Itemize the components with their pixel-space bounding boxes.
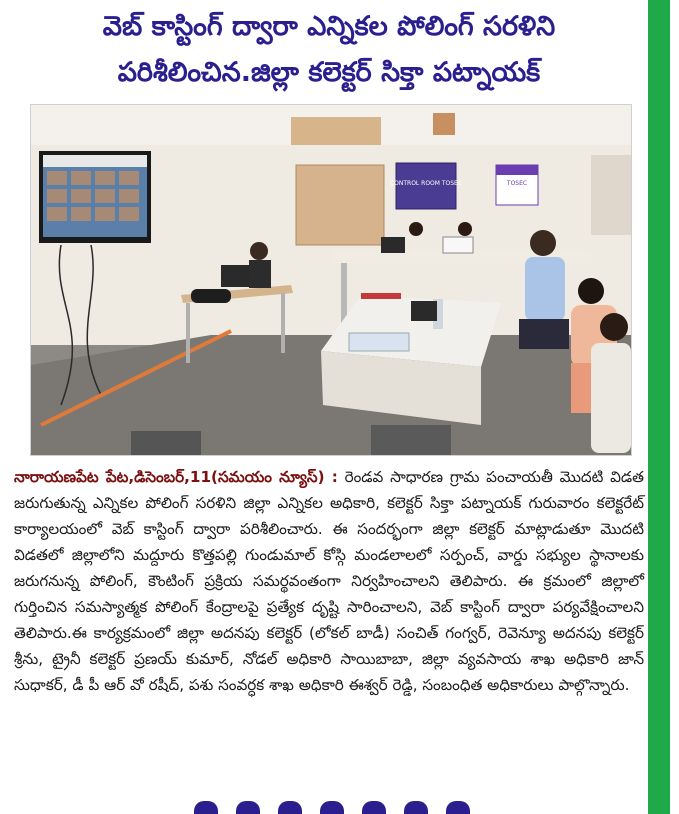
article-text: రెండవ సాధారణ గ్రామ పంచాయతీ మొదటి విడత జరుగుతున్న ఎన్నికల పోలింగ్ సరళిని జిల్లా ఎన్నికల అధికారి, కలెక్టర్ సిక్తా పట్నాయక్ గురువారం కలెక్టరేట్ కార్యాలయంలో వెబ్ కాస్టింగ్ ద్వారా పరిశీలించారు. ఈ సందర్భంగా జిల్లా కలెక్టర్ మాట్లాడుతూ మొదటి విడతలో జిల్లాలోని మద్దూరు కొత్తపల్లి గుండుమాల్ కోస్గి మండలాలలో సర్పంచ్, వార్డు సభ్యుల స్థానాలకు జరుగనున్న పోలింగ్, కౌంటింగ్ ప్రక్రియ సమర్థవంతంగా నిర్వహించాలని తెలిపారు. ఈ క్రమంలో జిల్లాలో గుర్తించిన సమస్యాత్మక పోలింగ్ కేంద్రాలపై ప్రత్యేక దృష్టి సారించాలని, వెబ్ కాస్టింగ్ ద్వారా పర్యవేక్షించాలని తెలిపారు.ఈ కార్యక్రమంలో జిల్లా అదనపు కలెక్టర్ (లోకల్ బాడీ) సంచిత్ గంగ్వర్, రెవెన్యూ అదనపు కలెక్టర్ శ్రీను, ట్రైనీ కలెక్టర్ ప్రణయ్ కుమార్, నోడల్ అధికారి సాయిబాబా, జిల్లా వ్యవసాయ శాఖ అధికారి జాన్ సుధాకర్, డీ పీ ఆర్ వో రషీద్, పశు సంవర్ధక శాఖ అధికారి ఈశ్వర్ రెడ్డి, సంబంధిత అధికారులు పాల్గొన్నారు. — [14, 468, 644, 694]
next-article-headline-cutoff — [194, 800, 554, 814]
article-dateline: నారాయణపేట పేట,డిసెంబర్,11(సమయం న్యూస్) : — [14, 468, 338, 486]
article-headline — [14, 4, 644, 96]
article-body — [14, 464, 644, 698]
sign-control-room: CONTROL ROOM TOSEC — [389, 180, 463, 187]
headline-line-1: వెబ్ కాస్టింగ్ ద్వారా ఎన్నికల పోలింగ్ సరళిని — [102, 11, 556, 42]
headline-line-2: పరిశీలించిన.జిల్లా కలెక్టర్ సిక్తా పట్నాయక్ — [117, 57, 541, 88]
news-article — [14, 0, 644, 814]
right-margin — [670, 0, 679, 814]
sign-tosec: TOSEC — [506, 180, 528, 187]
article-photo — [30, 104, 632, 456]
green-border-strip — [648, 0, 670, 814]
control-room-photo — [31, 105, 631, 455]
